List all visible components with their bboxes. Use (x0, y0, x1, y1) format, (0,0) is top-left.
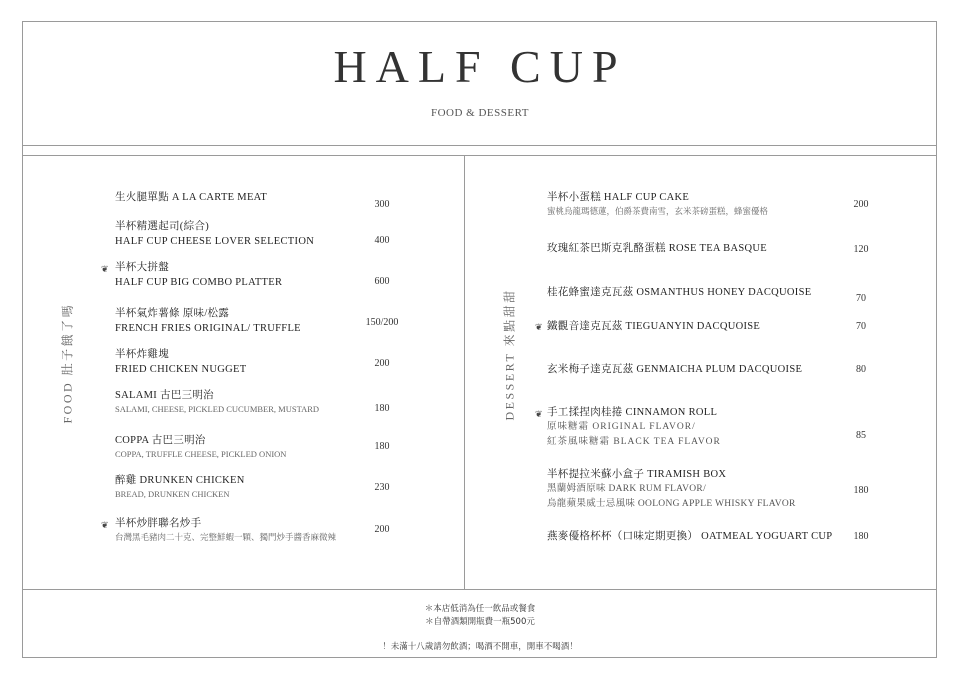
item-name: 玄米梅子達克瓦茲 GENMAICHA PLUM DACQUOISE (547, 364, 803, 375)
page-title: HALF CUP (333, 41, 627, 92)
item-price: 200 (853, 199, 869, 210)
item-price: 600 (374, 276, 390, 287)
item-name-en: HALF CUP BIG COMBO PLATTER (115, 277, 283, 288)
item-description: 蜜桃烏龍瑪德蓮，伯爵茶費南雪，玄米茶磅蛋糕，蜂蜜優格 (547, 206, 769, 216)
item-name: 半杯大拼盤 (115, 262, 169, 273)
item-flavor-2: 烏龍蘋果威士忌風味 OOLONG APPLE WHISKY FLAVOR (547, 499, 796, 509)
item-name: 半杯精選起司(綜合) (115, 221, 209, 232)
item-name: 半杯氣炸薯條 原味/松露 (115, 308, 230, 319)
item-name: 生火腿單點 A LA CARTE MEAT (115, 192, 268, 203)
dessert-item (547, 405, 877, 450)
item-flavor-1: 原味糖霜 ORIGINAL FLAVOR/ (547, 422, 696, 432)
item-name-en: HALF CUP CHEESE LOVER SELECTION (115, 236, 315, 247)
dessert-item (547, 190, 877, 217)
dessert-item (547, 362, 877, 377)
item-name-en: FRIED CHICKEN NUGGET (115, 364, 247, 375)
item-price: 200 (374, 358, 390, 369)
item-name: 燕麥優格杯杯（口味定期更換） OATMEAL YOGUART CUP (547, 531, 833, 542)
item-name: 醉雞 DRUNKEN CHICKEN (115, 475, 245, 486)
item-description: 台灣黑毛豬肉二十克、完整鮮蝦一顆、獨門炒手醬香麻微辣 (115, 532, 337, 542)
column-divider (464, 155, 465, 589)
item-description: COPPA, TRUFFLE CHEESE, PICKLED ONION (115, 449, 287, 459)
item-price: 85 (856, 430, 866, 441)
item-name: 桂花蜂蜜達克瓦茲 OSMANTHUS HONEY DACQUOISE (547, 287, 812, 298)
dessert-item (547, 467, 877, 512)
item-price: 80 (856, 364, 866, 375)
footer-note-corkage: ＊自帶酒類開瓶費一瓶500元 (425, 617, 535, 627)
header-divider-bottom (22, 155, 937, 156)
footer-note-alcohol-warning: ！未滿十八歲請勿飲酒；喝酒不開車，開車不喝酒！ (382, 642, 578, 652)
item-price: 400 (374, 235, 390, 246)
dessert-item (547, 529, 877, 544)
item-name: 半杯小蛋糕 HALF CUP CAKE (547, 192, 690, 203)
item-price: 180 (853, 531, 869, 542)
dessert-item (547, 285, 877, 300)
footer-divider (22, 589, 937, 590)
leaf-icon: ❦ (535, 409, 543, 419)
footer-note-min-charge: ＊本店低消為任一飲品或餐食 (424, 604, 536, 614)
item-name-en: FRENCH FRIES ORIGINAL/ TRUFFLE (115, 323, 301, 334)
item-description: BREAD, DRUNKEN CHICKEN (115, 489, 230, 499)
item-name: 鐵觀音達克瓦茲 TIEGUANYIN DACQUOISE (547, 321, 761, 332)
item-price: 70 (856, 321, 866, 332)
item-price: 180 (374, 403, 390, 414)
leaf-icon: ❦ (101, 264, 109, 274)
item-name: COPPA 古巴三明治 (115, 435, 206, 446)
item-price: 230 (374, 482, 390, 493)
header-divider-top (22, 145, 937, 146)
item-price: 180 (374, 441, 390, 452)
item-name: 玫瑰紅茶巴斯克乳酪蛋糕 ROSE TEA BASQUE (547, 243, 767, 254)
item-flavor-2: 紅茶風味糖霜 BLACK TEA FLAVOR (547, 437, 721, 447)
item-price: 180 (853, 485, 869, 496)
item-name: 半杯炸雞塊 (115, 349, 169, 360)
item-price: 120 (853, 244, 869, 255)
item-flavor-1: 黑蘭姆酒原味 DARK RUM FLAVOR/ (547, 484, 707, 494)
item-price: 70 (856, 293, 866, 304)
page-subtitle: FOOD & DESSERT (430, 107, 530, 119)
dessert-side-label: DESSERT 來點甜甜 (502, 288, 517, 421)
leaf-icon: ❦ (535, 322, 543, 332)
dessert-item (547, 319, 877, 334)
item-price: 150/200 (365, 317, 399, 328)
food-side-label: FOOD 肚子餓了嗎 (60, 302, 75, 424)
dessert-item (547, 241, 877, 256)
item-name: SALAMI 古巴三明治 (115, 390, 214, 401)
item-name: 半杯炒胖聯名炒手 (115, 518, 202, 529)
leaf-icon: ❦ (101, 520, 109, 530)
item-description: SALAMI, CHEESE, PICKLED CUCUMBER, MUSTARD (115, 404, 320, 414)
item-price: 200 (374, 524, 390, 535)
item-name: 半杯提拉米蘇小盒子 TIRAMISH BOX (547, 469, 727, 480)
item-price: 300 (374, 199, 390, 210)
item-name: 手工揉捏肉桂捲 CINNAMON ROLL (547, 407, 718, 418)
